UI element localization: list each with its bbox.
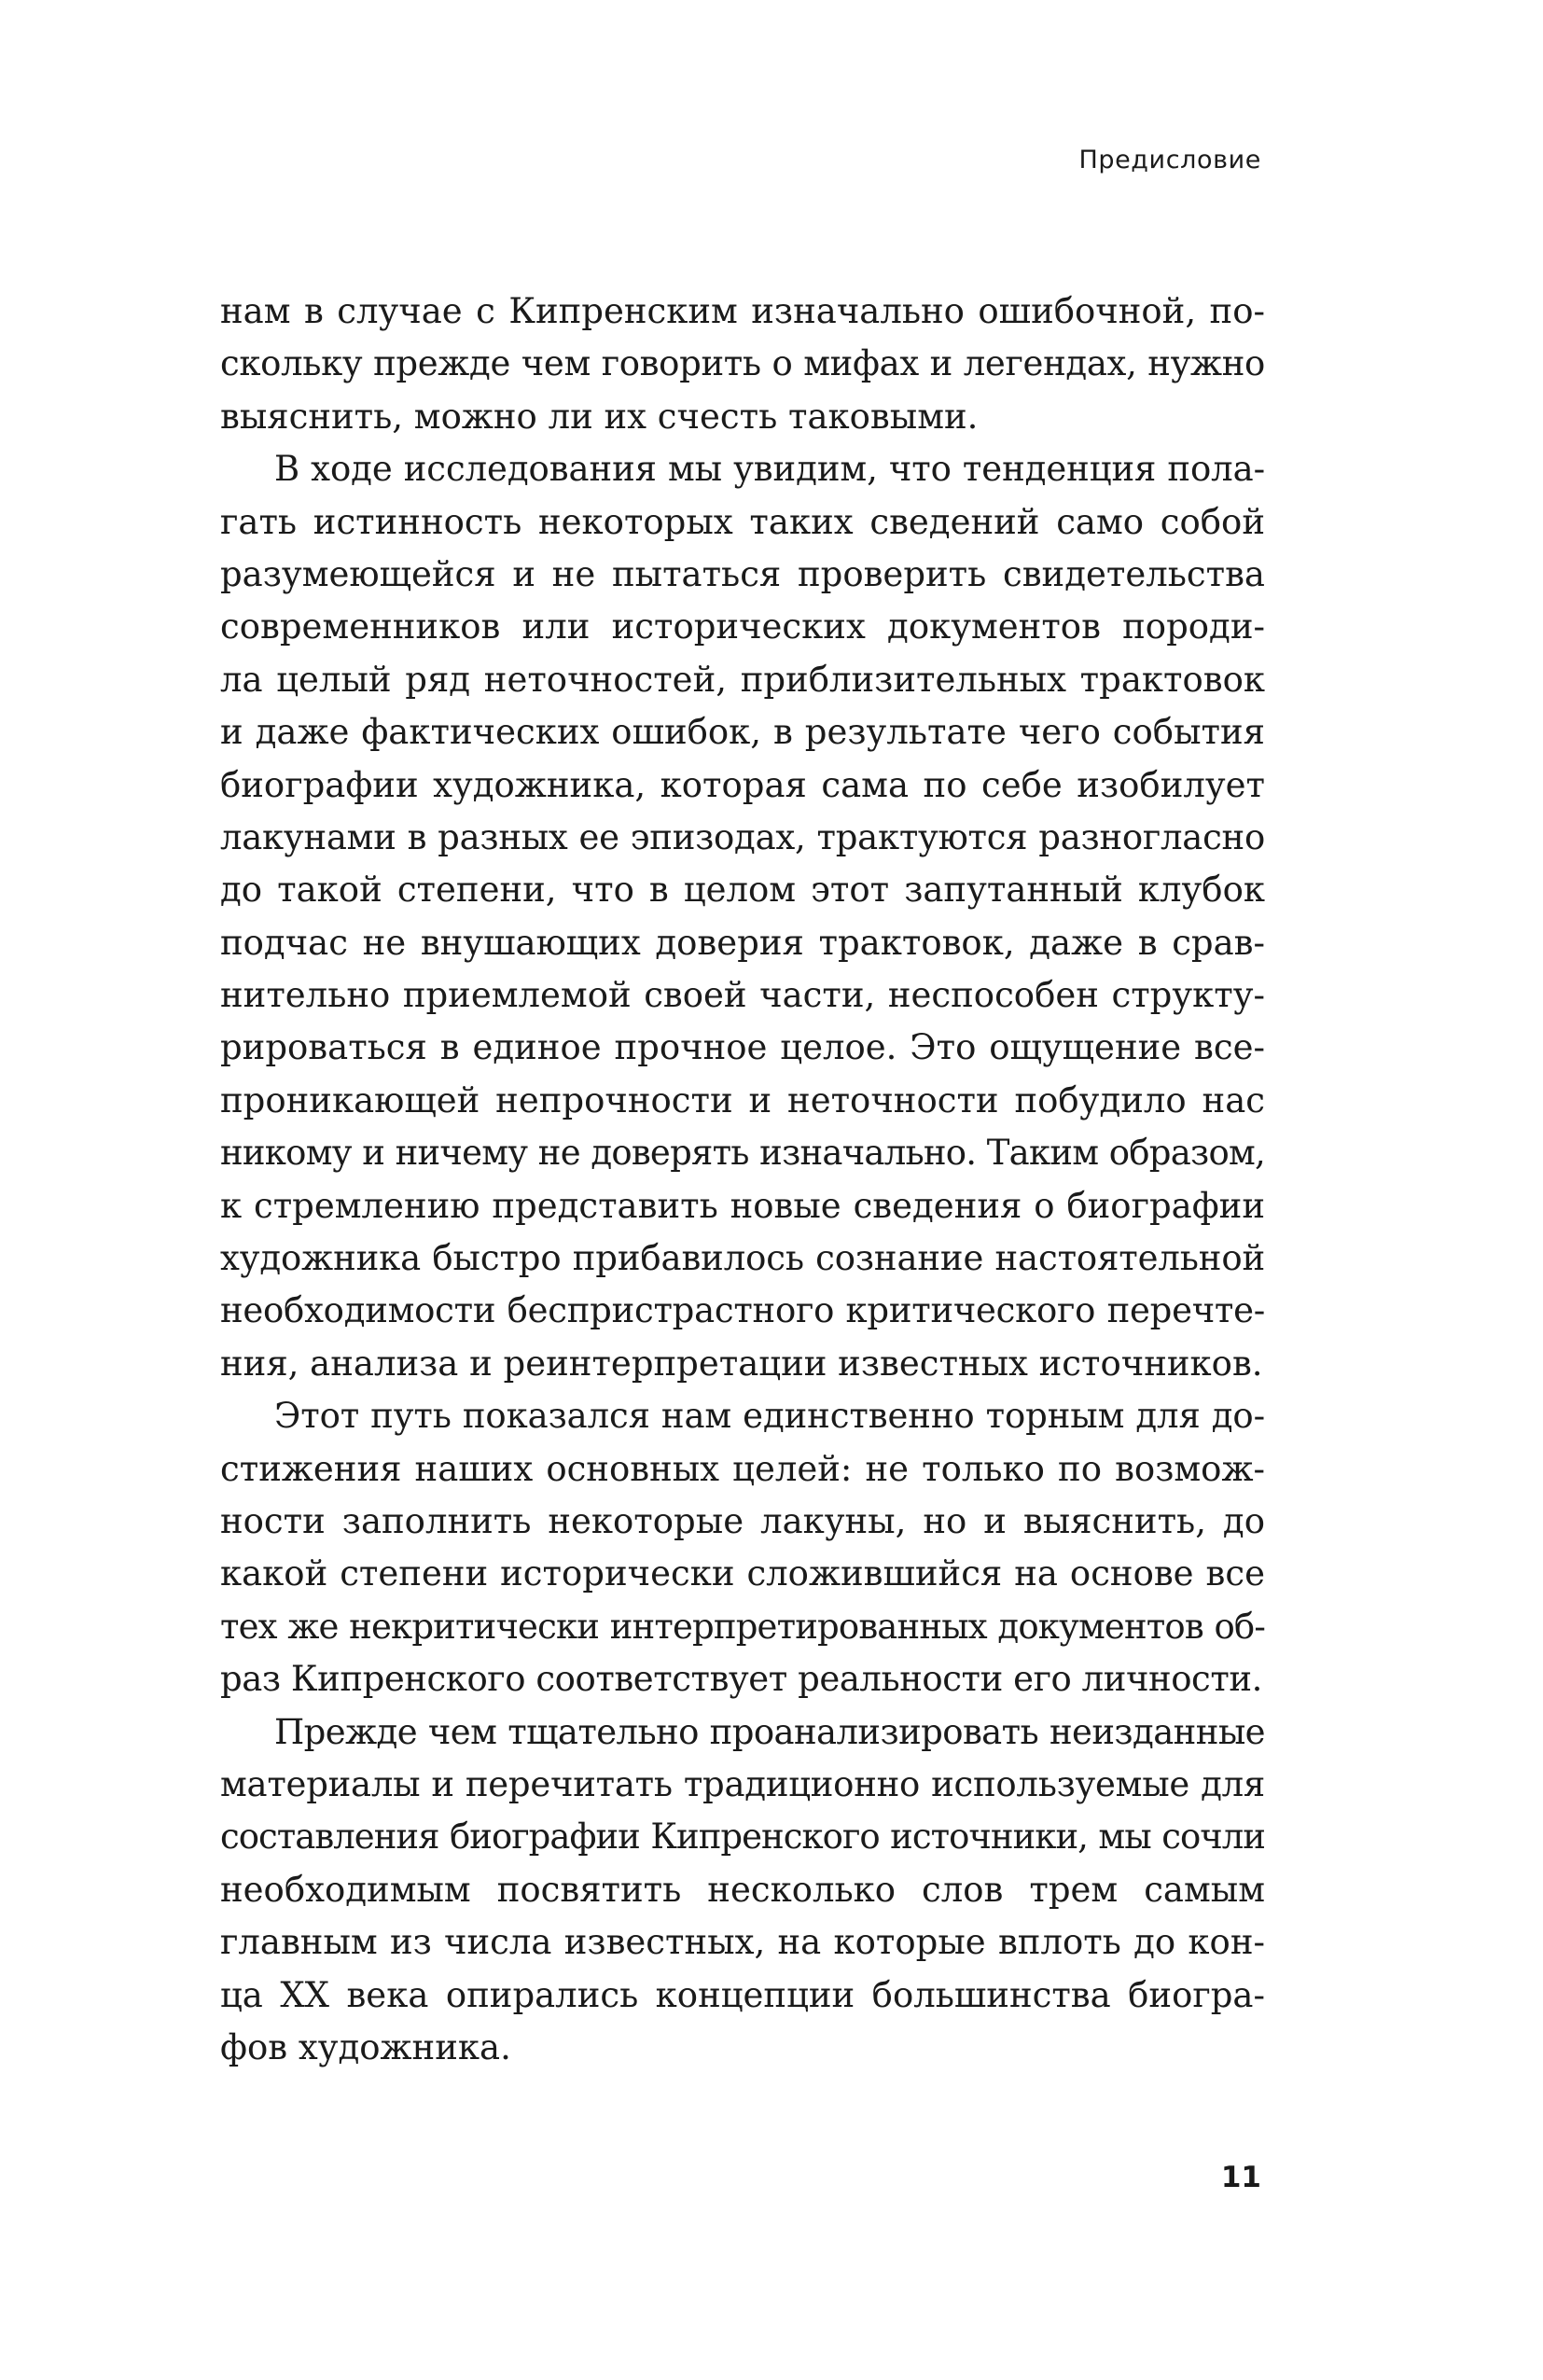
text-line: проникающей непрочности и неточности побудило нас (220, 1079, 1265, 1120)
text-line: фов художника. (220, 2026, 511, 2067)
paragraph (220, 1706, 1265, 2075)
text-line: подчас не внушающих доверия трактовок, даже в срав- (220, 922, 1265, 963)
text-line: нам в случае с Кипренским изначально ошибочной, по- (220, 291, 1265, 331)
text-line: ния, анализа и реинтерпретации известных источников. (220, 1343, 1263, 1384)
page-number: 11 (1220, 2161, 1261, 2194)
text-line: главным из числа известных, на которые вплоть до кон- (220, 1922, 1265, 1963)
text-line: современников или исторических документов породи- (220, 606, 1265, 647)
text-line: художника быстро прибавилось сознание настоятельной (220, 1238, 1265, 1279)
text-line: необходимости беспристрастного критического перечте- (220, 1290, 1265, 1331)
text-line: материалы и перечитать традиционно используемые для (220, 1763, 1265, 1804)
text-line: нительно приемлемой своей части, неспособен структу- (220, 975, 1265, 1016)
text-line: никому и ничему не доверять изначально. Таким образом, (220, 1133, 1265, 1174)
text-line: Этот путь показался нам единственно торным для до- (274, 1396, 1265, 1437)
text-line: выяснить, можно ли их счесть таковыми. (220, 396, 979, 437)
text-line: ла целый ряд неточностей, приблизительных трактовок (220, 659, 1265, 700)
text-line: ности заполнить некоторые лакуны, но и выяснить, до (220, 1500, 1265, 1541)
text-line: раз Кипренского соответствует реальности его личности. (220, 1659, 1262, 1700)
text-line: разумеющейся и не пытаться проверить свидетельства (220, 553, 1265, 594)
paragraph (220, 1390, 1265, 1705)
text-line: и даже фактических ошибок, в результате чего события (220, 712, 1265, 753)
text-line: стижения наших основных целей: не только по возмож- (220, 1448, 1265, 1489)
text-line: до такой степени, что в целом этот запутанный клубок (220, 870, 1265, 911)
text-line: к стремлению представить новые сведения о биографии (220, 1185, 1265, 1226)
text-line: тех же некритически интерпретированных документов об- (220, 1606, 1265, 1647)
text-line: гать истинность некоторых таких сведений само собой (220, 501, 1265, 542)
text-line: скольку прежде чем говорить о мифах и легендах, нужно (220, 343, 1265, 384)
text-line: лакунами в разных ее эпизодах, трактуются разногласно (220, 816, 1265, 857)
text-line: рироваться в единое прочное целое. Это ощущение все- (220, 1027, 1265, 1068)
running-header: Предисловие (1078, 146, 1261, 174)
text-line: необходимым посвятить несколько слов трем самым (220, 1869, 1265, 1910)
text-line: В ходе исследования мы увидим, что тенденция пола- (274, 449, 1265, 490)
text-line: Прежде чем тщательно проанализировать неизданные (274, 1711, 1265, 1752)
text-line: составления биографии Кипренского источники, мы сочли (220, 1816, 1265, 1858)
paragraph (220, 285, 1265, 443)
text-line: какой степени исторически сложившийся на основе все (220, 1553, 1265, 1594)
paragraph (220, 443, 1265, 1390)
text-line: ца XX века опирались концепции большинства биогра- (220, 1974, 1265, 2015)
text-line: биографии художника, которая сама по себе изобилует (220, 764, 1265, 805)
body-text (220, 285, 1265, 2074)
